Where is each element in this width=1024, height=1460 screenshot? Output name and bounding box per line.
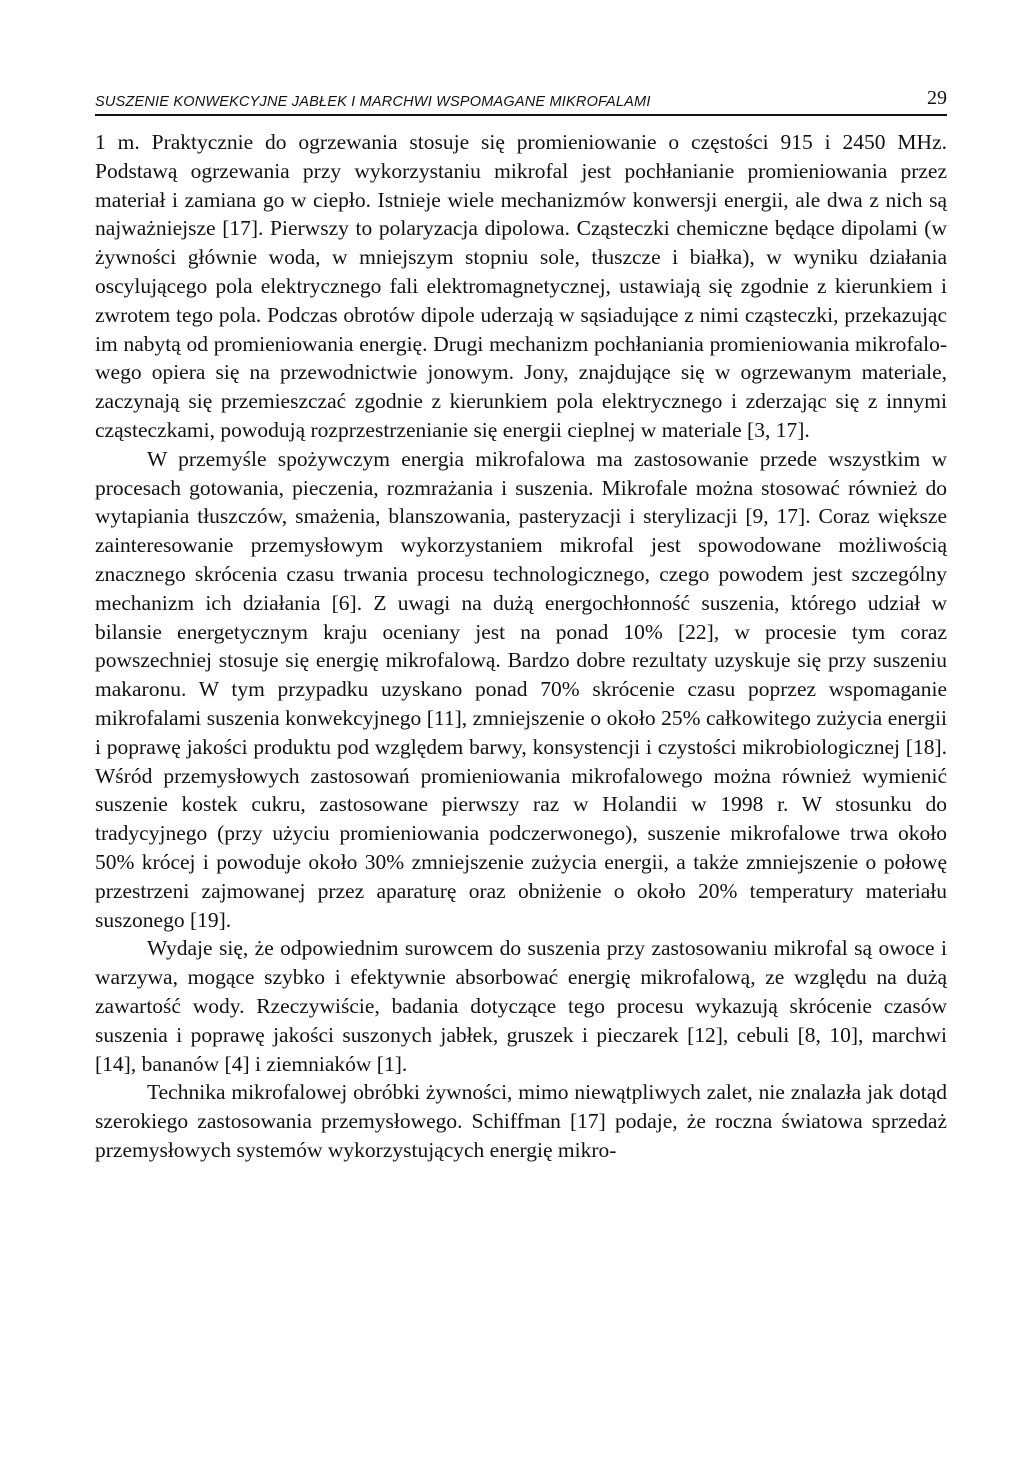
page-number: 29	[927, 87, 947, 109]
paragraph-fruit-vegetables: Wydaje się, że odpowiednim surowcem do suszenia przy zastosowaniu mikrofal są owoce i warzywa, mogące szybko i efektywnie absorbować energię mikrofalową, ze względu na dużą zawartość wody. Rzeczywiście, badania dotyczące tego procesu wykazują skrócenie czasów suszenia i poprawę jakości suszonych jabłek, gruszek i pieczarek [12], cebuli [8, 10], marchwi [14], bananów [4] i ziemniaków [1].	[95, 936, 947, 1076]
paragraph-food-industry-applications: W przemyśle spożywczym energia mikrofalowa ma zastosowanie przede wszystkim w procesach gotowania, pieczenia, rozmrażania i suszenia. Mikrofale można stosować również do wytapiania tłuszczów, smażenia, blanszowania, pasteryzacji i sterylizacji [9, 17]. Coraz większe zainteresowanie przemysłowym wykorzystaniem mikrofal jest spowodowane możliwością znacznego skrócenia czasu trwania procesu technologicznego, czego powodem jest szczególny mechanizm ich działania [6]. Z uwagi na dużą energochłonność suszenia, którego udział w bilansie energetycznym kraju oceniany jest na ponad 10% [22], w procesie tym coraz powszechniej stosuje się energię mikrofalową. Bardzo dobre rezultaty uzyskuje się przy suszeniu makaronu. W tym przypadku uzyskano ponad 70% skrócenie czasu poprzez wspomaganie mikrofalami suszenia konwekcyjnego [11], zmniejszenie o około 25% całkowitego zużycia energii i poprawę jakości produktu pod względem barwy, konsystencji i czystości mikrobiologicznej [18]. Wśród przemysłowych zastosowań promieniowania mikrofalowego można również wymienić suszenie kostek cukru, zastosowane pierwszy raz w Holandii w 1998 r. W stosunku do tradycyjnego (przy użyciu promieniowania podczerwonego), suszenie mikrofalowe trwa około 50% krócej i powoduje około 30% zmniejszenie zużycia energii, a także zmniejszenie o połowę przestrzeni zajmowanej przez aparaturę oraz obniżenie o około 20% temperatury materiału suszonego [19].	[95, 446, 947, 932]
running-header	[95, 86, 947, 116]
document-page	[95, 86, 947, 1165]
running-title: SUSZENIE KONWEKCYJNE JABŁEK I MARCHWI WSPOMAGANE MIKROFALAMI	[95, 94, 651, 110]
paragraph-industrial-adoption: Technika mikrofalowej obróbki żywności, mimo niewątpliwych zalet, nie znalazła jak dotąd szerokiego zastosowania przemysłowego. Schiffman [17] podaje, że roczna światowa sprzedaż przemysłowych systemów wykorzystujących energię mikro-	[95, 1080, 947, 1162]
paragraph-microwave-mechanisms: 1 m. Praktycznie do ogrzewania stosuje się promieniowanie o częstości 915 i 2450 MHz. Podstawą ogrzewania przy wykorzystaniu mikrofal jest pochłanianie promieniowania przez materiał i zamiana go w ciepło. Istnieje wiele mechanizmów konwersji energii, ale dwa z nich są najważniejsze [17]. Pierwszy to polaryzacja dipolowa. Cząsteczki chemiczne będące dipolami (w żywności głównie woda, w mniejszym stopniu sole, tłuszcze i białka), w wyniku działania oscylującego pola elektrycznego fali elektromagnetycznej, ustawiają się zgodnie z kierunkiem i zwrotem tego pola. Podczas obrotów dipole uderzają w sąsiadujące z nimi cząsteczki, przekazując im nabytą od promieniowania energię. Drugi mechanizm pochłaniania promieniowania mikrofalowego opiera się na przewodnictwie jonowym. Jony, znajdujące się w ogrzewanym materiale, zaczynają się przemieszczać zgodnie z kierunkiem pola elektrycznego i zderzając się z innymi cząsteczkami, powodują rozprzestrzenianie się energii cieplnej w materiale [3, 17].	[95, 130, 947, 442]
body-text	[95, 128, 947, 1165]
